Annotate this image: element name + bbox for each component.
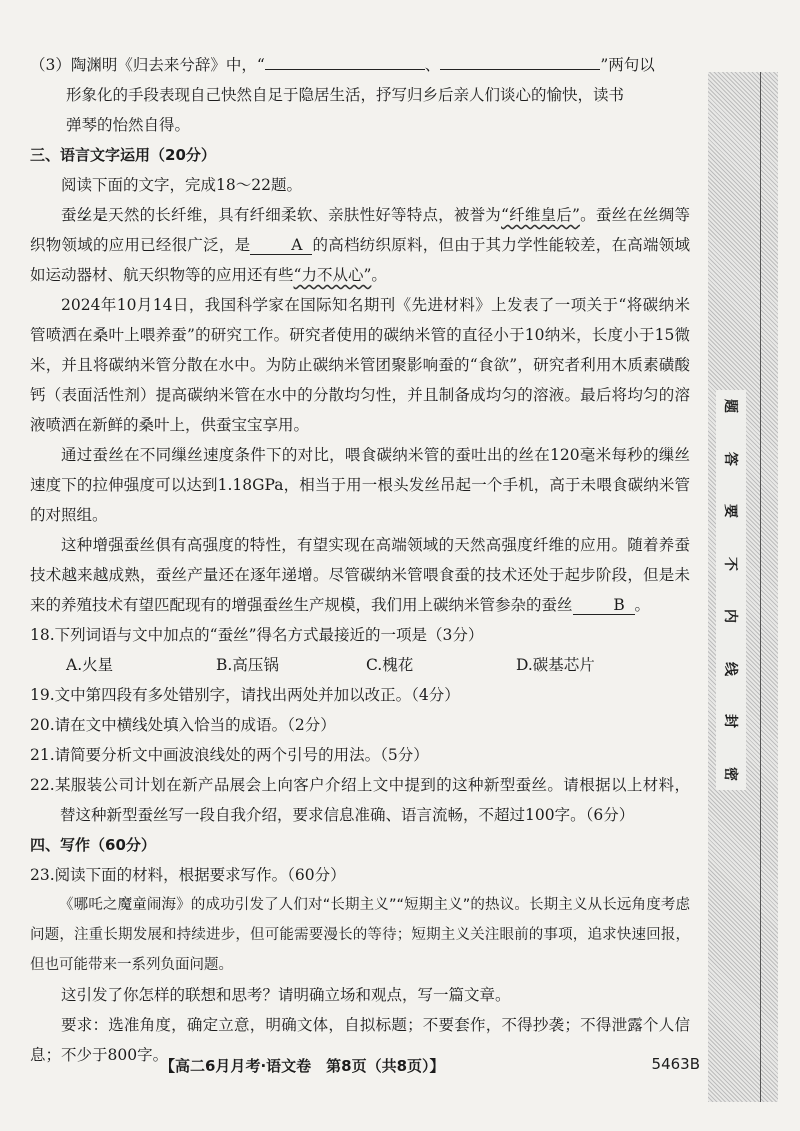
question-22: 22.某服装公司计划在新产品展会上向客户介绍上文中提到的这种新型蚕丝。请根据以上材料，替这种新型蚕丝写一段自我介绍，要求信息准确、语言流畅，不超过100字。（6分） [30,776,690,824]
q18-option-a[interactable]: A.火星 [66,656,114,674]
q18-option-d[interactable]: D.碳基芯片 [516,656,595,674]
writing-material: 《哪吒之魔童闹海》的成功引发了人们对“长期主义”“短期主义”的热议。长期主义从长远角度考虑问题，注重长期发展和持续进步，但可能需要漫长的等待；短期主义关注眼前的事项，追求快速回报，但也可能带来一系列负面问题。 [30,897,690,973]
seal-char-1: 题 [722,399,738,413]
q3-line-3: 弹琴的怡然自得。 [66,116,191,134]
reading-intro: 阅读下面的文字，完成18～22题。 [61,176,302,194]
answer-blank-1[interactable] [265,51,425,70]
blank-a[interactable]: A [250,236,312,255]
p4-text-b: 。 [634,596,651,614]
binding-line [760,72,761,1102]
p1-text-d: 。蚕丝在丝绸等织物领域的应用已经很广泛，是 [30,206,690,254]
q3-line-2: 形象化的手段表现自己快然自足于隐居生活，抒写归乡后亲人们谈心的愉快，读书 [66,86,625,104]
section-4-title: 四、写作（60分） [30,836,156,854]
q18-option-c[interactable]: C.槐花 [366,656,414,674]
section-3-title: 三、语言文字运用（20分） [30,146,216,164]
seal-line-notice [716,390,746,790]
wavy-quote-2: “力不从心” [293,266,372,284]
passage-paragraph-1 [30,200,690,290]
p1-text-f: 。 [371,266,387,284]
p4-text-a: 这种增强蚕丝俱有高强度的特性，有望实现在高端领域的天然高强度纤维的应用。随着养蚕技术越来越成熟，蚕丝产量还在逐年递增。尽管碳纳米管喂食蚕的技术还处于起步阶段，但是未来的养殖技术有望匹配现有的增强蚕丝生产规模，我们用上碳纳米管参杂的蚕丝 [30,536,690,614]
question-18: 18.下列词语与文中加点的“蚕丝”得名方式最接近的一项是（3分） [30,626,484,644]
q18-options [30,650,690,680]
question-21: 21.请简要分析文中画波浪线处的两个引号的用法。（5分） [30,746,429,764]
q3-text-b: 、 [424,56,441,74]
footer-code: 5463B [651,1055,700,1073]
seal-char-2: 答 [722,451,738,466]
dotted-char-can: 蚕 [61,206,77,224]
question-23: 23.阅读下面的材料，根据要求写作。（60分） [30,866,346,884]
seal-char-3: 要 [722,504,738,519]
answer-blank-2[interactable] [440,51,600,70]
question-19: 19.文中第四段有多处错别字，请找出两处并加以改正。（4分） [30,686,460,704]
page-footer [160,1055,700,1076]
passage-paragraph-2: 2024年10月14日，我国科学家在国际知名期刊《先进材料》上发表了一项关于“将碳纳米管喷洒在桑叶上喂养蚕”的研究工作。研究者使用的碳纳米管的直径小于10纳米，长度小于15微米，并且将碳纳米管分散在水中。为防止碳纳米管团聚影响蚕的“食欲”，研究者利用木质素磺酸钙（表面活性剂）提高碳纳米管在水中的分散均匀性，并且制备成均匀的溶液。最后将均匀的溶液喷洒在新鲜的桑叶上，供蚕宝宝享用。 [30,296,690,434]
p1-text-e: 的高档纺织原料，但由于其力学性能较差，在高端领域如运动器材、航天织物等的应用还有些 [30,236,690,284]
p1-text-c: 是天然的长纤维，具有纤细柔软、亲肤性好等特点，被誉为 [92,206,502,224]
writing-prompt: 这引发了你怎样的联想和思考？请明确立场和观点，写一篇文章。 [61,986,511,1004]
seal-char-5: 内 [722,609,738,624]
seal-char-6: 线 [722,661,738,676]
question-20: 20.请在文中横线处填入恰当的成语。（2分） [30,716,336,734]
seal-char-8: 密 [722,766,738,781]
dotted-char-si: 丝 [76,206,93,224]
page-content [30,50,690,1070]
q3-text-a: （3）陶渊明《归去来兮辞》中，“ [30,56,265,74]
writing-requirements: 要求：选准角度，确定立意，明确文体，自拟标题；不要套作，不得抄袭；不得泄露个人信息；不少于800字。 [30,1016,690,1064]
q3-text-c: ”两句以 [600,56,655,74]
blank-b[interactable]: B [573,596,635,615]
passage-paragraph-4 [30,530,690,620]
seal-char-4: 不 [722,556,738,571]
q18-option-b[interactable]: B.高压锅 [216,656,279,674]
wavy-quote-1: “纤维皇后” [501,206,580,224]
q3-line-1 [30,50,690,80]
passage-paragraph-3: 通过蚕丝在不同缫丝速度条件下的对比，喂食碳纳米管的蚕吐出的丝在120毫米每秒的缫丝速度下的拉伸强度可以达到1.18GPa，相当于用一根头发丝吊起一个手机，高于未喂食碳纳米管的对照组。 [30,446,690,524]
footer-page-info: 【高二6月月考·语文卷 第8页（共8页）】 [160,1057,445,1075]
seal-char-7: 封 [722,714,738,729]
